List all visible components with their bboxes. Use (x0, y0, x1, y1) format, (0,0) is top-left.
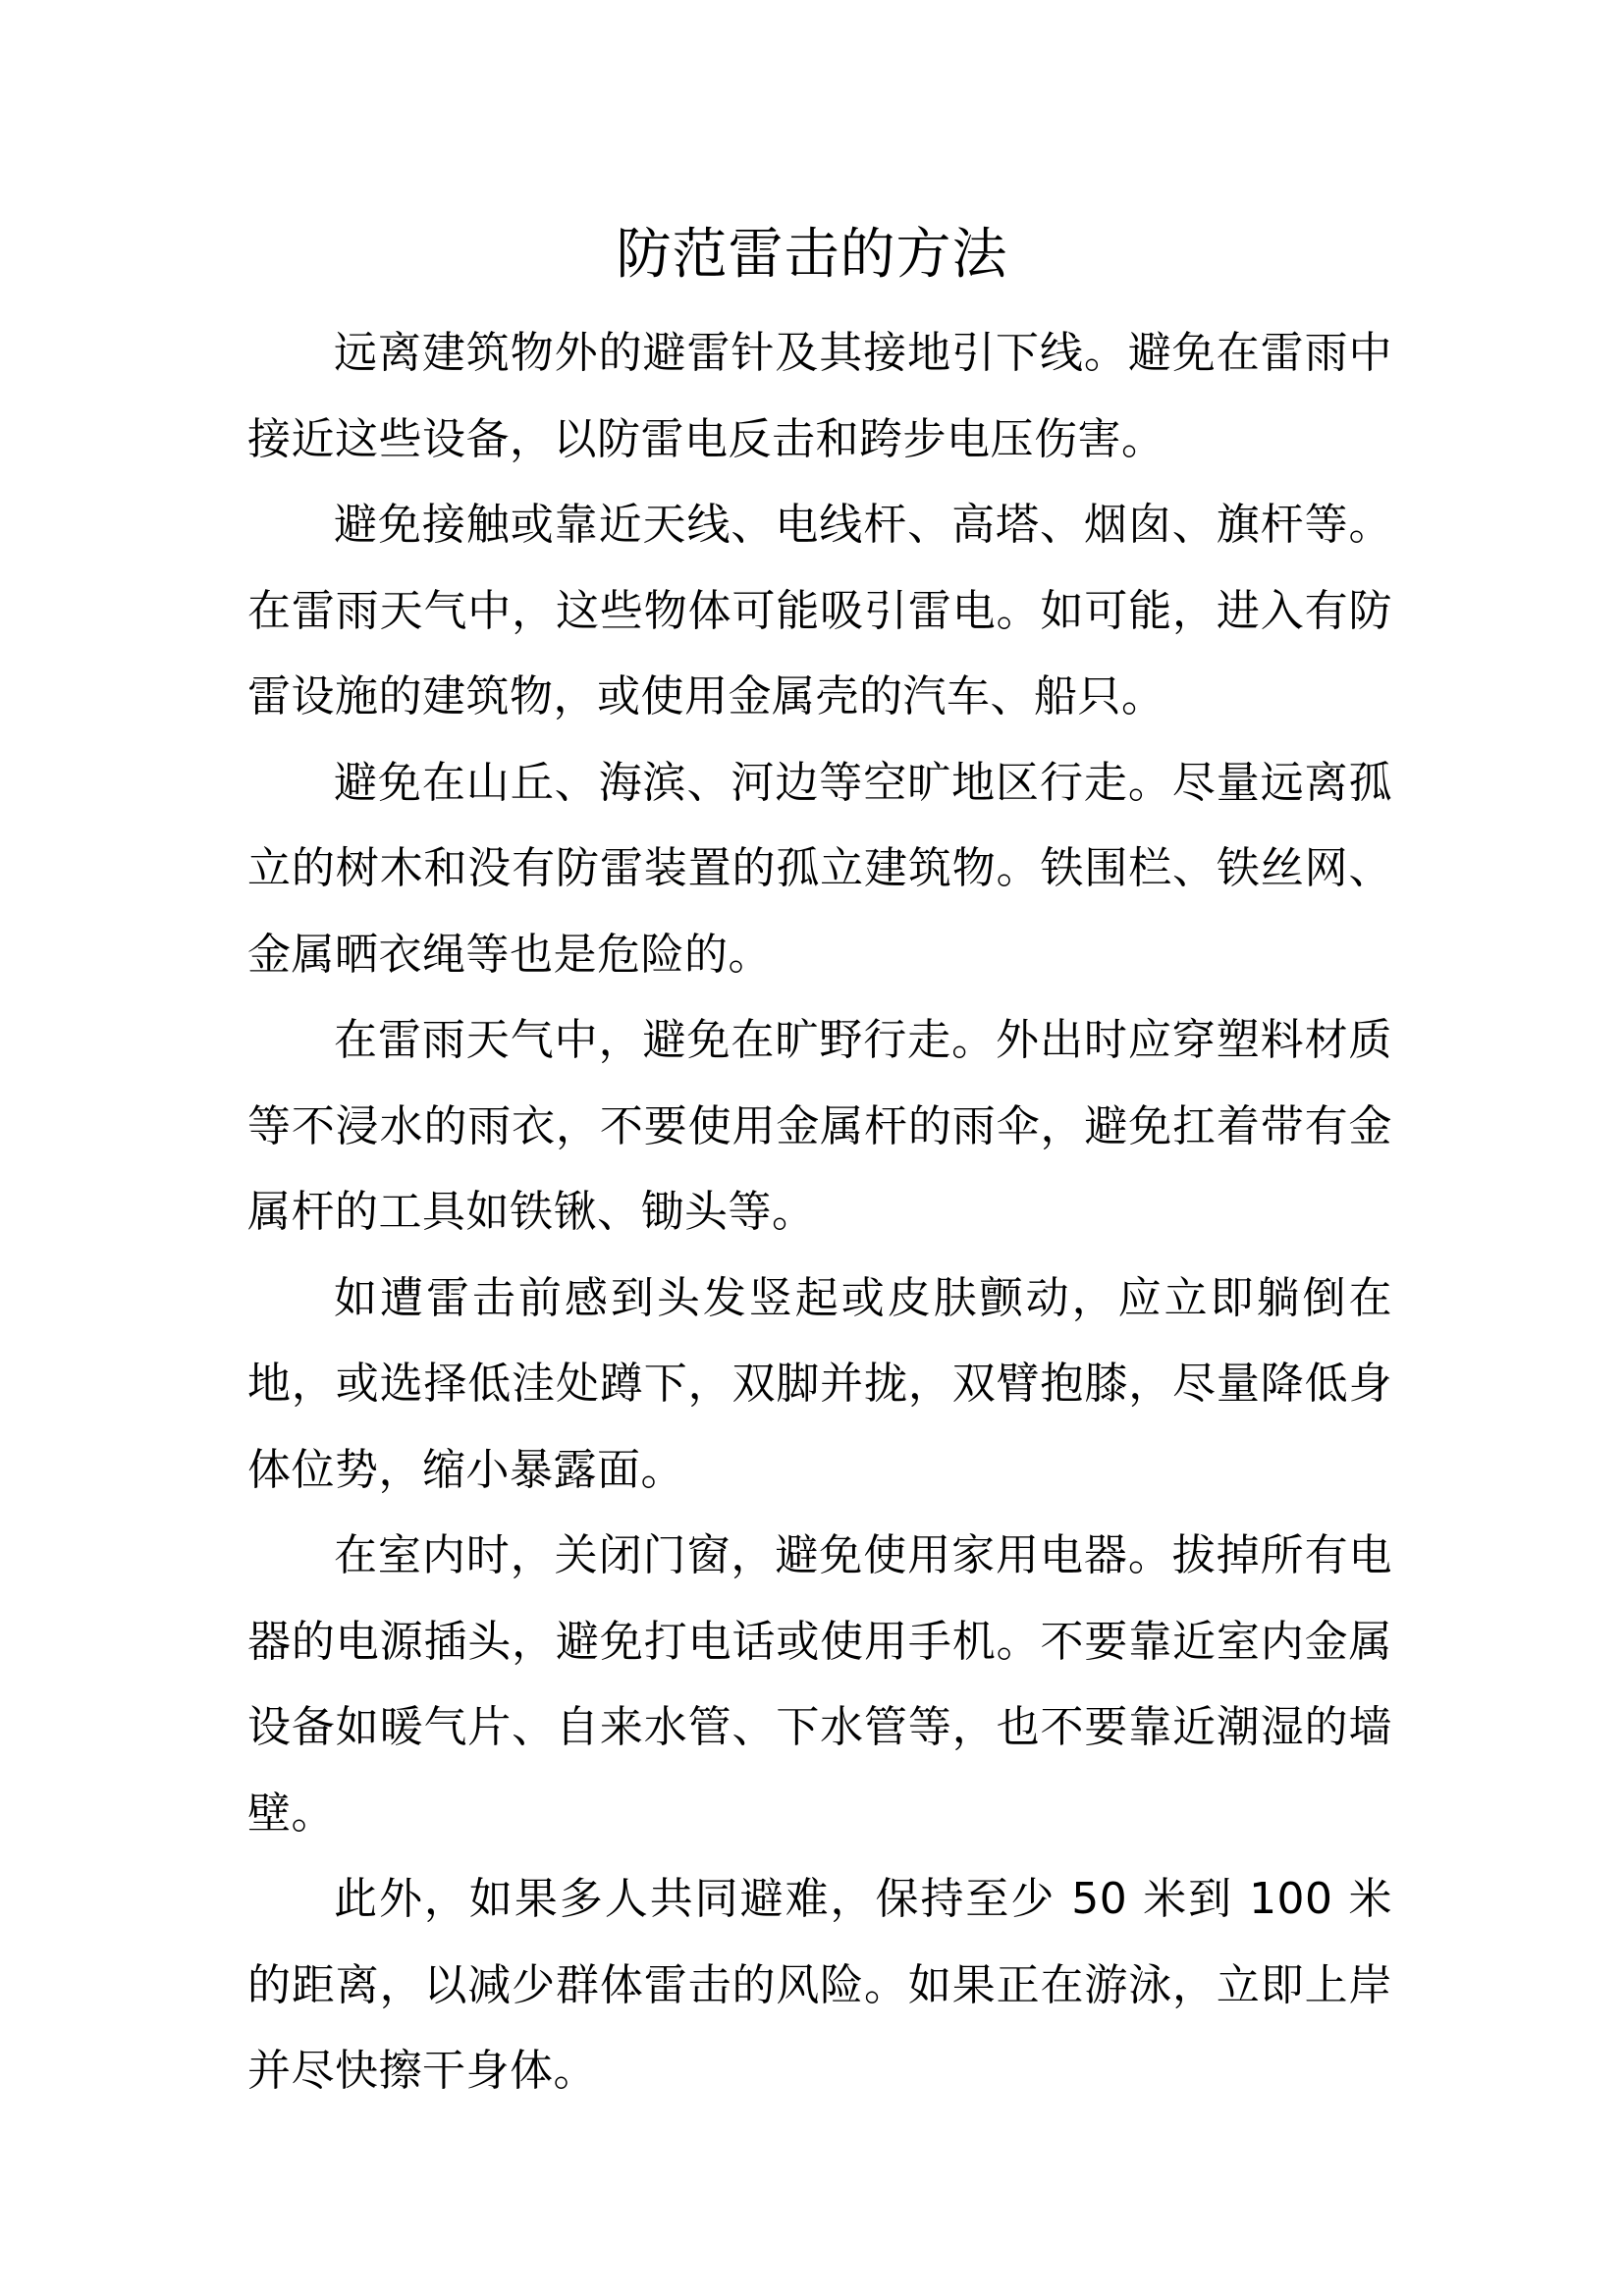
document-title: 防范雷击的方法 (616, 223, 1008, 287)
paragraph: 如遭雷击前感到头发竖起或皮肤颤动，应立即躺倒在地，或选择低洼处蹲下，双脚并拢，双臂抱膝，尽量降低身体位势，缩小暴露面。 (247, 1272, 1392, 1495)
paragraph: 远离建筑物外的避雷针及其接地引下线。避免在雷雨中接近这些设备，以防雷电反击和跨步电压伤害。 (247, 328, 1392, 464)
paragraph: 在雷雨天气中，避免在旷野行走。外出时应穿塑料材质等不浸水的雨衣，不要使用金属杆的雨伞，避免扛着带有金属杆的工具如铁锹、锄头等。 (247, 1015, 1392, 1237)
paragraph: 避免在山丘、海滨、河边等空旷地区行走。尽量远离孤立的树木和没有防雷装置的孤立建筑物。铁围栏、铁丝网、金属晒衣绳等也是危险的。 (247, 757, 1392, 980)
paragraph: 在室内时，关闭门窗，避免使用家用电器。拔掉所有电器的电源插头，避免打电话或使用手机。不要靠近室内金属设备如暖气片、自来水管、下水管等，也不要靠近潮湿的墙壁。 (247, 1530, 1392, 1839)
paragraph: 避免接触或靠近天线、电线杆、高塔、烟囱、旗杆等。在雷雨天气中，这些物体可能吸引雷电。如可能，进入有防雷设施的建筑物，或使用金属壳的汽车、船只。 (247, 500, 1392, 721)
document-body (247, 310, 1392, 2114)
paragraph: 此外，如果多人共同避难，保持至少 50 米到 100 米的距离，以减少群体雷击的风险。如果正在游泳，立即上岸并尽快擦干身体。 (247, 1874, 1392, 2096)
